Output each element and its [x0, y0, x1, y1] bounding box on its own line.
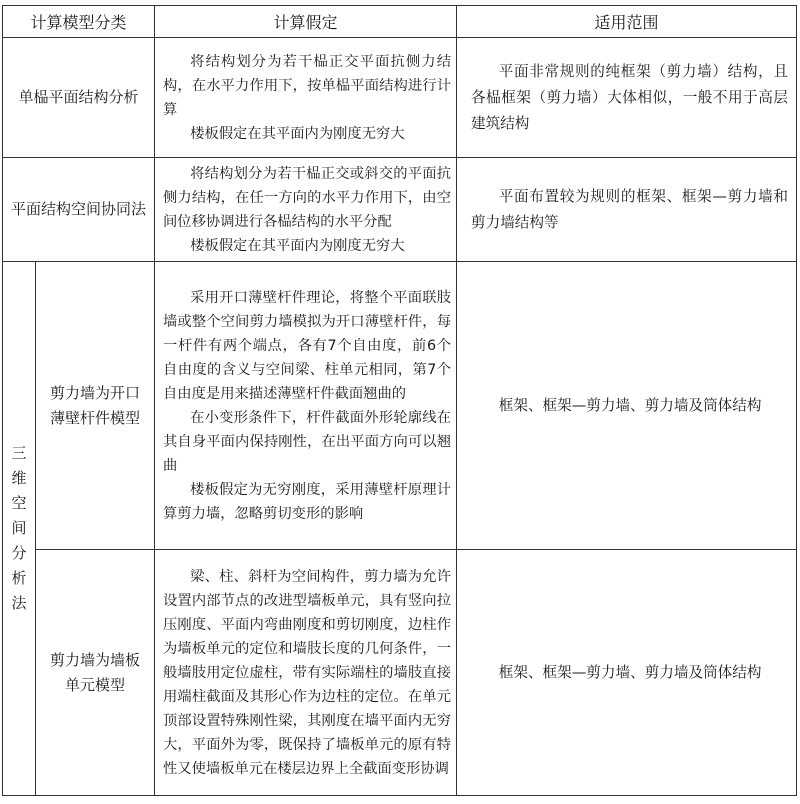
scope-text: 平面布置较为规则的框架、框架—剪力墙和剪力墙结构等: [471, 187, 789, 231]
group-label-char: 空: [11, 494, 27, 512]
group-label-char: 法: [11, 594, 27, 612]
assumption-paragraph: 楼板假定在其平面内为刚度无穷大: [190, 238, 405, 254]
header-scope: 适用范围: [457, 6, 797, 38]
group-label-char: 分: [11, 544, 27, 562]
assumption-cell: [155, 262, 457, 550]
table-header-row: [3, 6, 797, 38]
group-label-cell: [3, 262, 36, 796]
scope-cell: [457, 550, 797, 796]
assumption-cell: [155, 550, 457, 796]
scope-text: 平面非常规则的纯框架（剪力墙）结构，且各榀框架（剪力墙）大体相似，一般不用于高层建筑结构: [471, 62, 789, 132]
table-row-spatial-coordination: [3, 158, 797, 262]
table-row-single-frame: [3, 38, 797, 158]
subcategory-cell: [36, 262, 155, 550]
header-assumption: 计算假定: [155, 6, 457, 38]
scope-text: 框架、框架—剪力墙、剪力墙及筒体结构: [498, 396, 762, 414]
table-row-thin-wall-model: [3, 262, 797, 550]
category-cell: 单榀平面结构分析: [3, 38, 155, 158]
scope-cell: [457, 158, 797, 262]
assumption-paragraph: 将结构划分为若干榀正交或斜交的平面抗侧力结构，在任一方向的水平力作用下，由空间位移协调进行各榀结构的水平分配: [163, 166, 452, 230]
assumption-cell: [155, 38, 457, 158]
assumption-paragraph: 楼板假定在其平面内为刚度无穷大: [190, 126, 405, 142]
subcategory-line: 剪力墙为墙板: [50, 650, 141, 669]
subcategory-line: 薄壁杆件模型: [50, 408, 141, 427]
assumption-paragraph: 采用开口薄壁杆件理论，将整个平面联肢墙或整个空间剪力墙模拟为开口薄壁杆件，每一杆件有两个端点，各有7个自由度，前6个自由度的含义与空间梁、柱单元相同，第7个自由度是用来描述薄壁杆件截面翘曲的: [163, 290, 452, 402]
group-label-char: 三: [11, 444, 27, 462]
subcategory-cell: [36, 550, 155, 796]
scope-cell: [457, 38, 797, 158]
table-row-wall-panel-model: [3, 550, 797, 796]
assumption-paragraph: 将结构划分为若干榀正交平面抗侧力结构，在水平力作用下，按单榀平面结构进行计算: [163, 54, 452, 118]
assumption-paragraph: 楼板假定为无穷刚度，采用薄壁杆原理计算剪力墙，忽略剪切变形的影响: [163, 482, 452, 522]
scope-text: 框架、框架—剪力墙、剪力墙及筒体结构: [498, 663, 762, 681]
group-label-char: 间: [11, 519, 27, 537]
assumption-paragraph: 梁、柱、斜杆为空间构件，剪力墙为允许设置内部节点的改进型墙板单元，具有竖向拉压刚度、平面内弯曲刚度和剪切刚度，边柱作为墙板单元的定位和墙肢长度的几何条件，一般墙肢用定位虚柱，带有实际端柱的墙肢直接用端柱截面及其形心作为边柱的定位。在单元顶部设置特殊刚性梁，其刚度在墙平面内无穷大，平面外为零，既保持了墙板单元的原有特性又使墙板单元在楼层边界上全截面变形协调: [163, 569, 452, 777]
structural-model-table: [2, 5, 797, 796]
group-label-char: 析: [11, 569, 27, 587]
subcategory-line: 剪力墙为开口: [50, 383, 141, 402]
assumption-cell: [155, 158, 457, 262]
assumption-paragraph: 在小变形条件下，杆件截面外形轮廓线在其自身平面内保持刚性，在出平面方向可以翘曲: [163, 410, 452, 474]
header-category: 计算模型分类: [3, 6, 155, 38]
group-label-char: 维: [11, 469, 27, 487]
subcategory-line: 单元模型: [65, 675, 126, 694]
scope-cell: [457, 262, 797, 550]
category-cell: 平面结构空间协同法: [3, 158, 155, 262]
